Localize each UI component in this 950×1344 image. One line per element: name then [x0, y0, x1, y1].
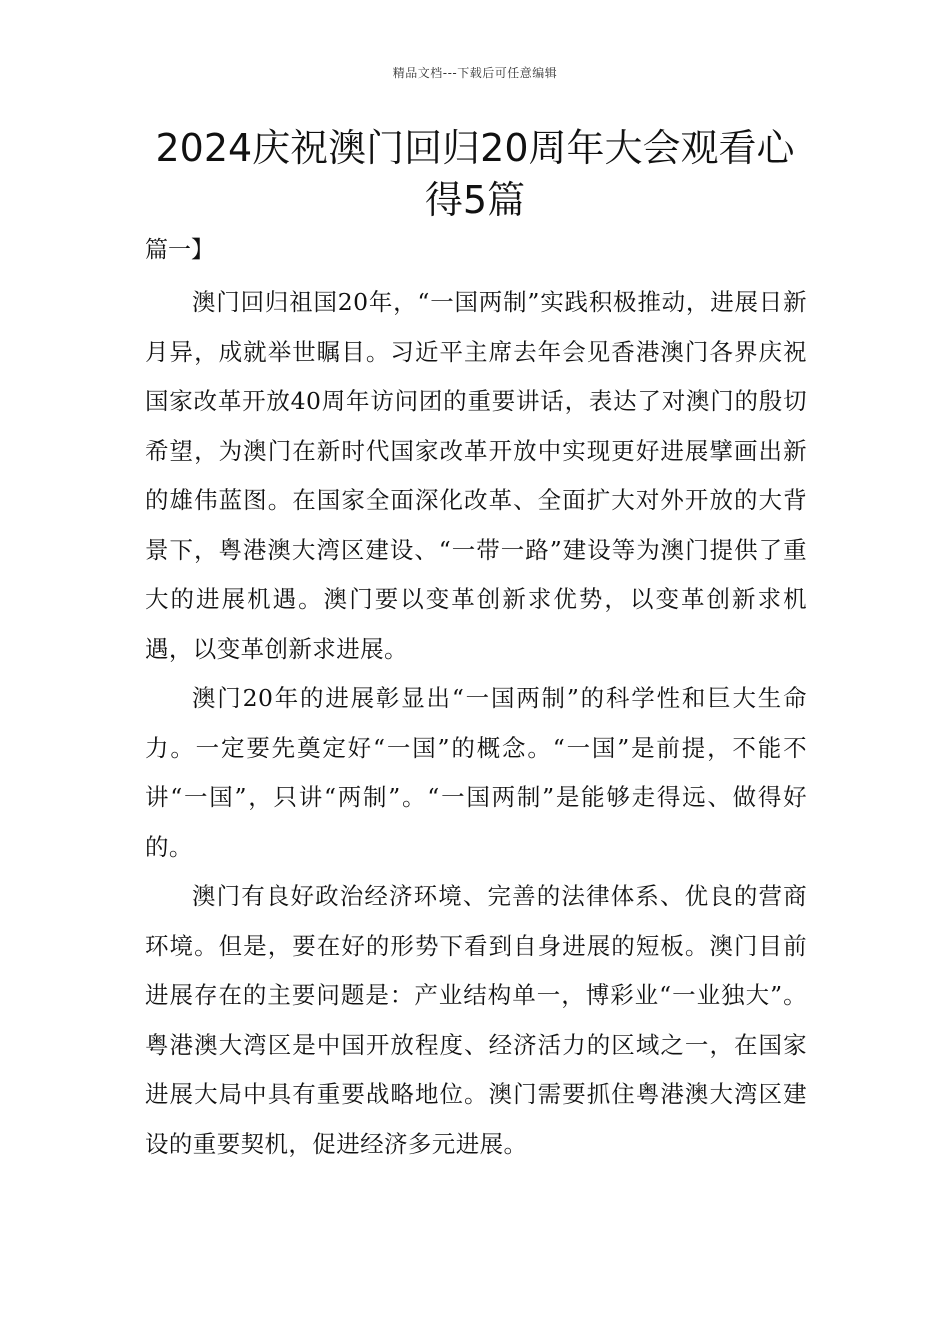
- document-body: [145, 278, 807, 1169]
- document-title: [145, 122, 805, 226]
- paragraph-2: 澳门20年的进展彰显出“一国两制”的科学性和巨大生命力。一定要先奠定好“一国”的概念。“一国”是前提，不能不讲“一国”，只讲“两制”。“一国两制”是能够走得远、做得好的。: [145, 684, 807, 861]
- section-label: 篇一】: [145, 237, 214, 263]
- title-line-1: 2024庆祝澳门回归20周年大会观看心: [155, 126, 795, 170]
- title-line-2: 得5篇: [424, 178, 526, 222]
- header-note: 精品文档---下载后可任意编辑: [392, 66, 558, 80]
- paragraph-3: 澳门有良好政治经济环境、完善的法律体系、优良的营商环境。但是，要在好的形势下看到自身进展的短板。澳门目前进展存在的主要问题是：产业结构单一，博彩业“一业独大”。粤港澳大湾区是中国开放程度、经济活力的区域之一，在国家进展大局中具有重要战略地位。澳门需要抓住粤港澳大湾区建设的重要契机，促进经济多元进展。: [145, 882, 807, 1158]
- paragraph-1: 澳门回归祖国20年，“一国两制”实践积极推动，进展日新月异，成就举世瞩目。习近平主席去年会见香港澳门各界庆祝国家改革开放40周年访问团的重要讲话，表达了对澳门的殷切希望，为澳门在新时代国家改革开放中实现更好进展擘画出新的雄伟蓝图。在国家全面深化改革、全面扩大对外开放的大背景下，粤港澳大湾区建设、“一带一路”建设等为澳门提供了重大的进展机遇。澳门要以变革创新求优势，以变革创新求机遇，以变革创新求进展。: [145, 288, 807, 663]
